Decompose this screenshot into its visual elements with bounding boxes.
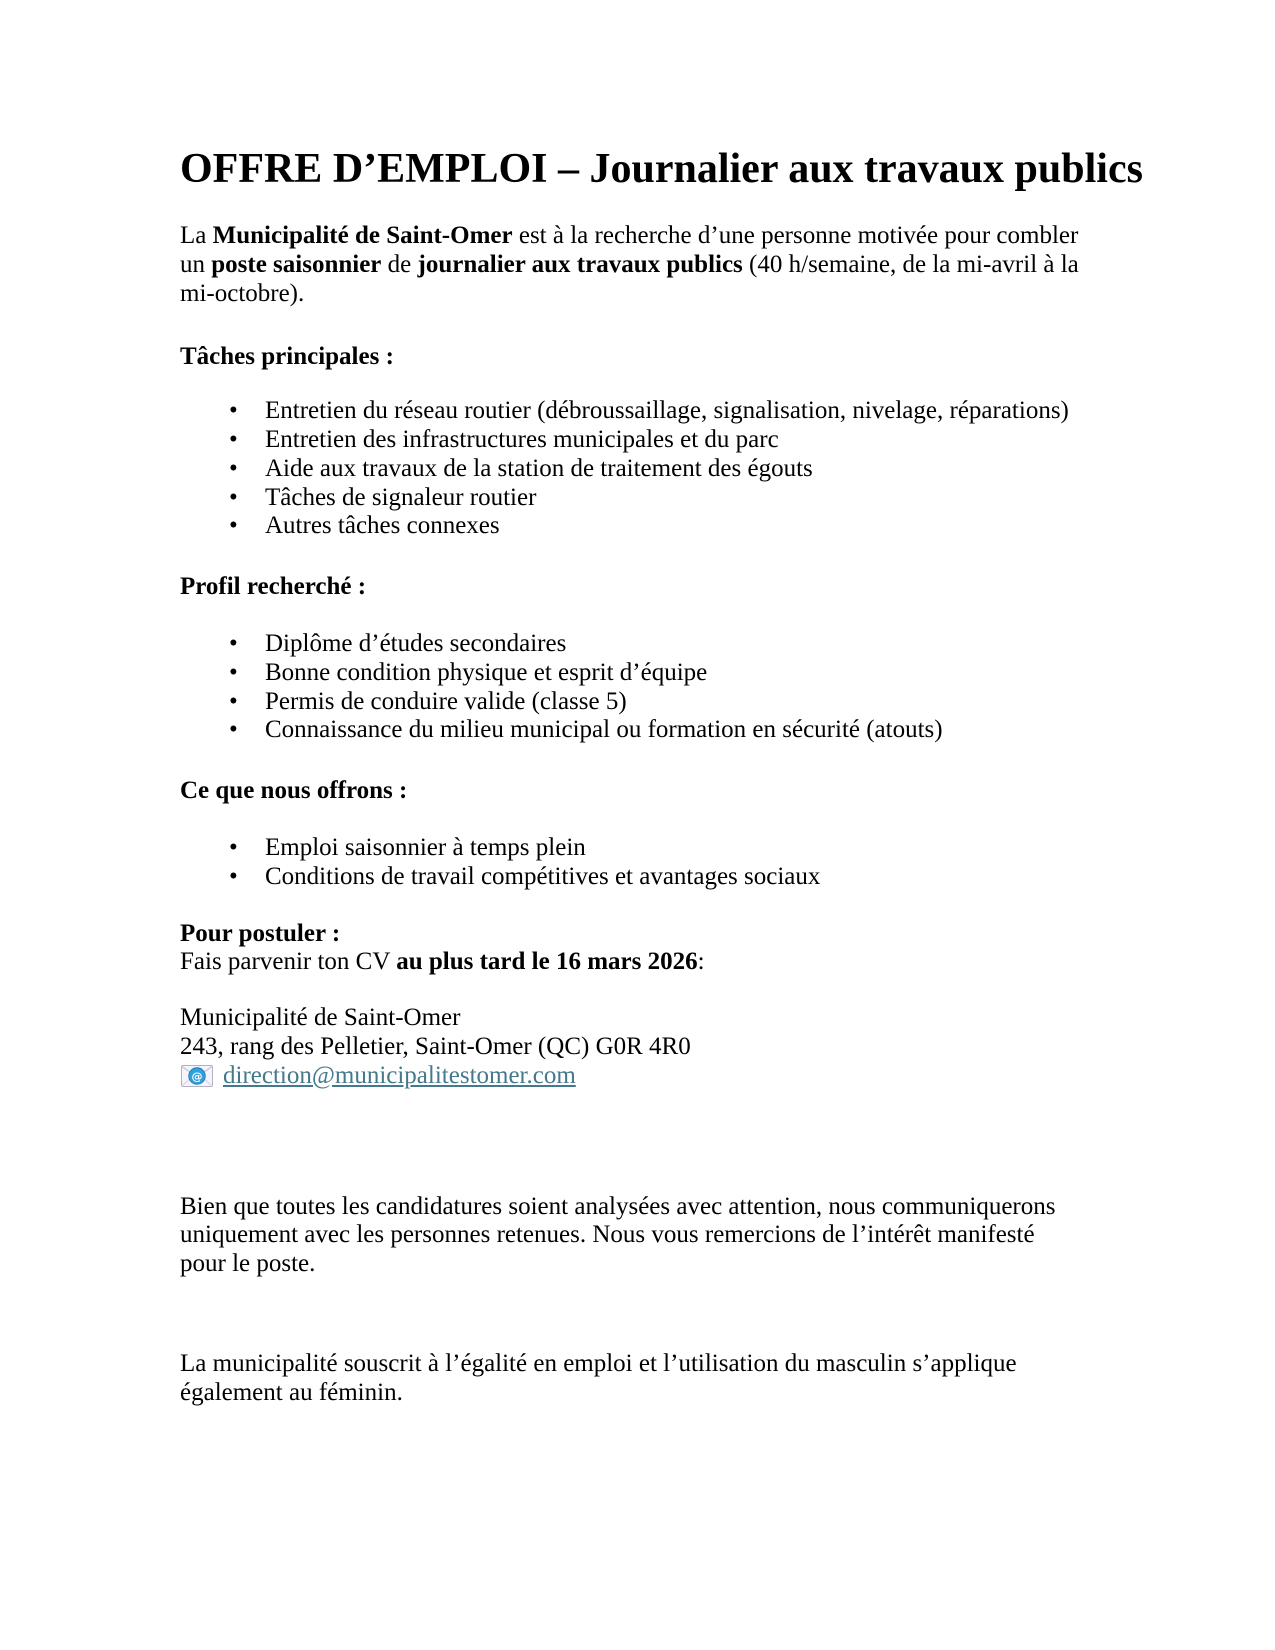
- list-item: • Bonne condition physique et esprit d’équipe: [180, 659, 1080, 688]
- list-item: • Permis de conduire valide (classe 5): [180, 688, 1080, 717]
- list-item: • Conditions de travail compétitives et avantages sociaux: [180, 863, 1080, 892]
- contact-block: [180, 1004, 1080, 1090]
- closing-paragraph-1: Bien que toutes les candidatures soient analysées avec attention, nous communiquerons uniquement avec les personnes retenues. Nous vous remercions de l’intérêt manifesté pour le poste.: [180, 1192, 1056, 1278]
- at-symbol-glyph: @: [191, 1070, 203, 1084]
- apply-heading: Pour postuler :: [180, 919, 341, 947]
- tasks-list: [180, 397, 1080, 541]
- section-heading-offer: Ce que nous offrons :: [180, 777, 408, 805]
- envelope-at-icon: [180, 1063, 214, 1089]
- intro-paragraph: La Municipalité de Saint-Omer est à la recherche d’une personne motivée pour combler un poste saisonnier de journalier aux travaux publics (40 h/semaine, de la mi-avril à la mi-octobre).: [180, 222, 1079, 307]
- contact-email-line: [180, 1062, 1080, 1091]
- contact-address: 243, rang des Pelletier, Saint-Omer (QC) G0R 4R0: [180, 1032, 691, 1060]
- profile-list: [180, 630, 1080, 745]
- section-heading-tasks: Tâches principales :: [180, 343, 394, 371]
- list-item: • Autres tâches connexes: [180, 512, 1080, 541]
- list-item: • Aide aux travaux de la station de traitement des égouts: [180, 455, 1080, 484]
- document-content: [180, 145, 1143, 1408]
- apply-block: [180, 920, 1080, 978]
- list-item: • Entretien des infrastructures municipales et du parc: [180, 426, 1080, 455]
- list-item: • Emploi saisonnier à temps plein: [180, 834, 1080, 863]
- section-heading-profile: Profil recherché :: [180, 573, 367, 601]
- list-item: • Connaissance du milieu municipal ou formation en sécurité (atouts): [180, 716, 1080, 745]
- apply-deadline: Fais parvenir ton CV au plus tard le 16 mars 2026:: [180, 948, 705, 976]
- list-item: • Diplôme d’études secondaires: [180, 630, 1080, 659]
- offer-list: [180, 834, 1080, 892]
- document-title: OFFRE D’EMPLOI – Journalier aux travaux publics: [180, 146, 1143, 192]
- list-item: • Entretien du réseau routier (débroussaillage, signalisation, nivelage, réparations): [180, 397, 1080, 426]
- email-link[interactable]: direction@municipalitestomer.com: [223, 1061, 576, 1089]
- closing-paragraph-2: La municipalité souscrit à l’égalité en emploi et l’utilisation du masculin s’applique également au féminin.: [180, 1349, 1017, 1406]
- list-item: • Tâches de signaleur routier: [180, 484, 1080, 513]
- contact-name: Municipalité de Saint-Omer: [180, 1004, 461, 1032]
